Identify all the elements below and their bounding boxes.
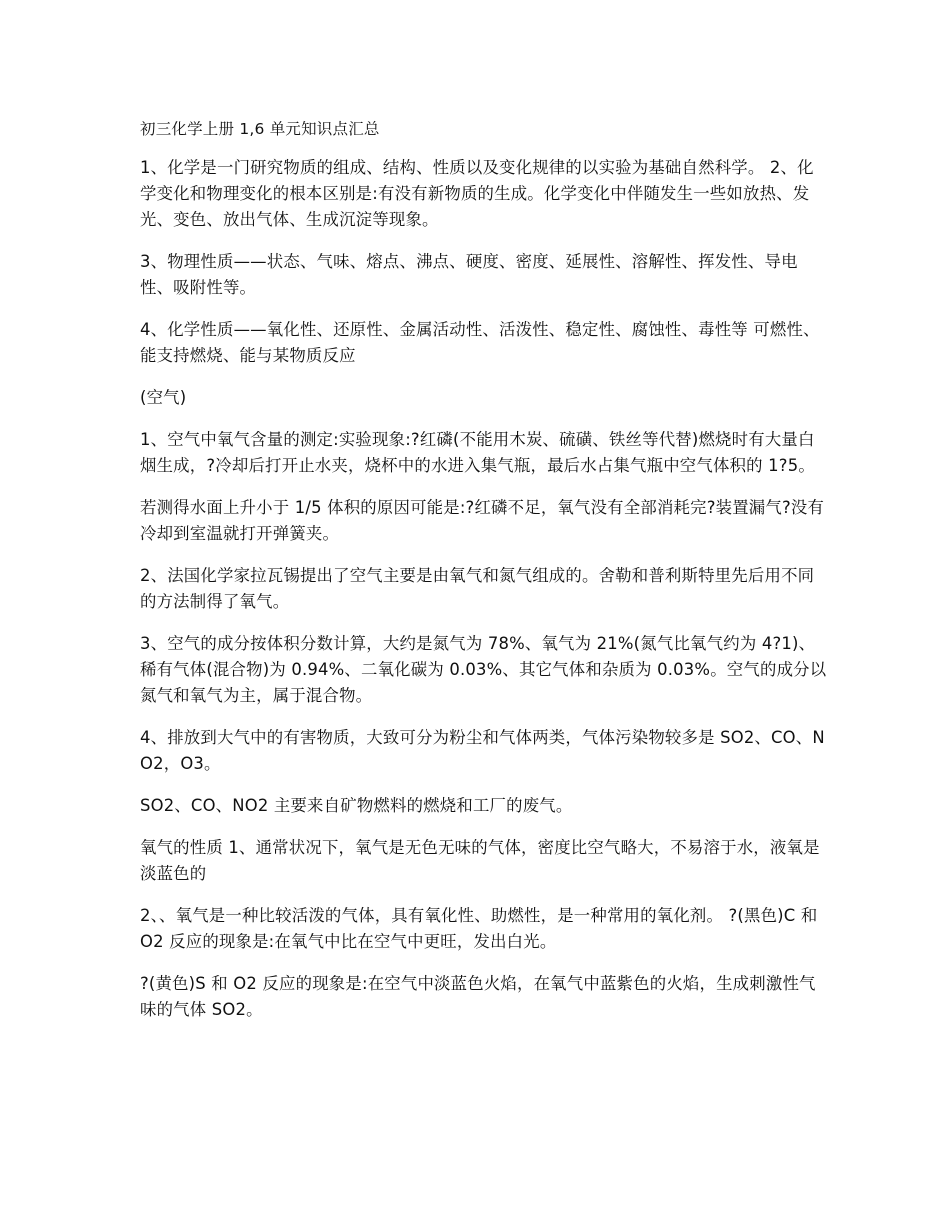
section-heading-air: (空气) — [140, 388, 187, 407]
paragraph-6: 若测得水面上升小于 1/5 体积的原因可能是:?红磷不足，氧气没有全部消耗完?装置漏气?没有冷却到室温就打开弹簧夹。 — [140, 498, 825, 543]
paragraph-9: 4、排放到大气中的有害物质，大致可分为粉尘和气体两类，气体污染物较多是 SO2、CO、NO2，O3。 — [140, 728, 825, 773]
paragraph-13: ?(黄色)S 和 O2 反应的现象是:在空气中淡蓝色火焰，在氧气中蓝紫色的火焰，生成刺激性气味的气体 SO2。 — [140, 974, 816, 1019]
paragraph-3: 4、化学性质——氧化性、还原性、金属活动性、活泼性、稳定性、腐蚀性、毒性等 可燃性、能支持燃烧、能与某物质反应 — [140, 320, 820, 365]
paragraph-7: 2、法国化学家拉瓦锡提出了空气主要是由氧气和氮气组成的。舍勒和普利斯特里先后用不同的方法制得了氧气。 — [140, 566, 815, 611]
paragraph-10: SO2、CO、NO2 主要来自矿物燃料的燃烧和工厂的废气。 — [140, 796, 573, 815]
paragraph-5: 1、空气中氧气含量的测定:实验现象:?红磷(不能用木炭、硫磺、铁丝等代替)燃烧时有大量白烟生成，?冷却后打开止水夹，烧杯中的水进入集气瓶，最后水占集气瓶中空气体积的 1?5。 — [140, 430, 815, 475]
paragraph-1: 1、化学是一门研究物质的组成、结构、性质以及变化规律的以实验为基础自然科学。 2、化学变化和物理变化的根本区别是:有没有新物质的生成。化学变化中伴随发生一些如放热、发光、变色、放出气体、生成沉淀等现象。 — [140, 158, 814, 229]
paragraph-11: 氧气的性质 1、通常状况下，氧气是无色无味的气体，密度比空气略大，不易溶于水，液氧是淡蓝色的 — [140, 838, 820, 883]
paragraph-12: 2、、氧气是一种比较活泼的气体，具有氧化性、助燃性，是一种常用的氧化剂。 ?(黑色)C 和 O2 反应的现象是:在氧气中比在空气中更旺，发出白光。 — [140, 906, 818, 951]
document-title: 初三化学上册 1,6 单元知识点汇总 — [140, 120, 380, 138]
document-page — [140, 116, 830, 1039]
paragraph-8: 3、空气的成分按体积分数计算，大约是氮气为 78%、氧气为 21%(氮气比氧气约为 4?1)、稀有气体(混合物)为 0.94%、二氧化碳为 0.03%、其它气体和杂质为 0.03%。空气的成分以氮气和氧气为主，属于混合物。 — [140, 634, 827, 705]
paragraph-2: 3、物理性质——状态、气味、熔点、沸点、硬度、密度、延展性、溶解性、挥发性、导电性、吸附性等。 — [140, 252, 798, 297]
